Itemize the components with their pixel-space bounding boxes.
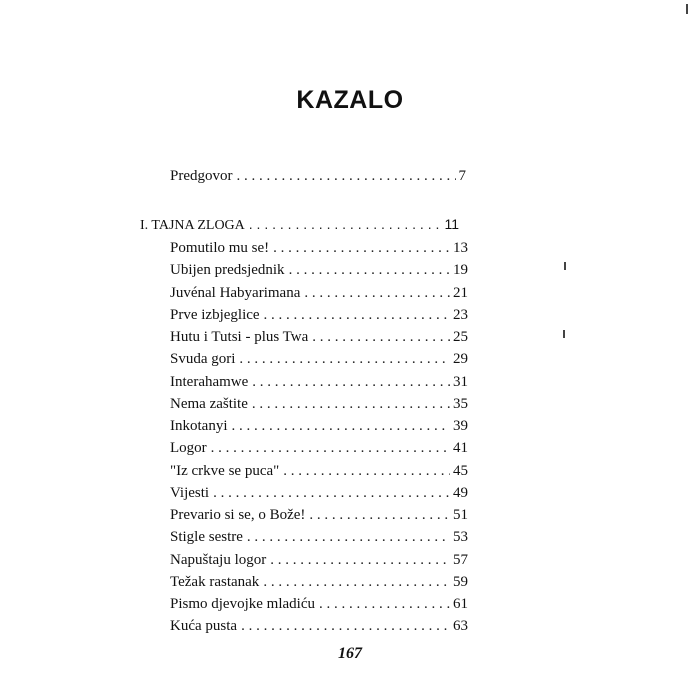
toc-entry-label: Inkotanyi xyxy=(170,418,228,434)
toc-entry-page: 13 xyxy=(453,240,468,256)
toc-entry-page: 41 xyxy=(453,440,468,457)
toc-leader-dots xyxy=(239,349,450,369)
toc-entry-row xyxy=(170,438,468,458)
toc-entry-label: Hutu i Tutsi - plus Twa xyxy=(170,329,309,345)
toc-entry-page: 23 xyxy=(453,306,468,323)
toc-entry-label: Juvénal Habyarimana xyxy=(170,284,301,301)
toc-entry-label: Težak rastanak xyxy=(170,573,260,590)
toc-entry-label: Ubijen predsjednik xyxy=(170,262,285,279)
toc-entry-row xyxy=(170,283,468,303)
toc-entry-page: 61 xyxy=(453,596,468,612)
toc-entry-label: Prevario si se, o Bože! xyxy=(170,507,306,523)
toc-entry-row xyxy=(170,416,468,436)
toc-entry-page: 29 xyxy=(453,351,468,368)
toc-section-row xyxy=(140,214,459,234)
toc-leader-dots xyxy=(289,260,450,280)
scan-mark xyxy=(686,4,688,14)
toc-entry-row xyxy=(170,260,468,280)
toc-entry-page: 51 xyxy=(453,507,468,523)
toc-entry-page: 21 xyxy=(453,284,468,301)
toc-entry-row xyxy=(170,349,468,369)
toc-entry-page: 53 xyxy=(453,529,468,546)
toc-entry-row xyxy=(170,594,468,614)
toc-entry-label: Logor xyxy=(170,440,207,457)
toc-entry-row xyxy=(170,483,468,503)
scan-mark xyxy=(564,262,566,270)
toc-entry-label: Napuštaju logor xyxy=(170,551,267,568)
toc-entry-page: 63 xyxy=(453,618,468,635)
toc-leader-dots xyxy=(309,505,450,525)
scan-mark xyxy=(563,330,565,338)
toc-preface-row xyxy=(170,166,466,186)
toc-entry-row xyxy=(170,461,468,481)
toc-entry-row xyxy=(170,305,468,325)
toc-entry-label: Vijesti xyxy=(170,484,210,501)
page-title: KAZALO xyxy=(296,86,404,114)
toc-leader-dots xyxy=(252,394,450,414)
toc-entry-row xyxy=(170,527,468,547)
toc-leader-dots xyxy=(249,214,442,234)
toc-leader-dots xyxy=(247,527,450,547)
toc-entry-label: Svuda gori xyxy=(170,351,236,368)
toc-entry-row xyxy=(170,616,468,636)
toc-leader-dots xyxy=(263,572,450,592)
toc-leader-dots xyxy=(319,594,450,614)
toc-entry-label: Pismo djevojke mladiću xyxy=(170,596,315,612)
toc-leader-dots xyxy=(241,616,450,636)
toc-entry-label: Nema zaštite xyxy=(170,395,248,412)
toc-leader-dots xyxy=(312,327,450,347)
toc-entry-row xyxy=(170,327,468,347)
toc-entry-page: 57 xyxy=(453,551,468,568)
toc-leader-dots xyxy=(237,166,456,186)
page-number: 167 xyxy=(338,645,362,662)
toc-entry-row xyxy=(170,372,468,392)
toc-entry-page: 19 xyxy=(453,262,468,279)
toc-entry-page: 45 xyxy=(453,462,468,479)
toc-entry-row xyxy=(170,572,468,592)
toc-preface-label: Predgovor xyxy=(170,168,233,184)
toc-preface-page: 7 xyxy=(458,168,466,184)
toc-entry-label: Prve izbjeglice xyxy=(170,306,260,323)
toc-leader-dots xyxy=(273,238,450,258)
toc-entry-row xyxy=(170,550,468,570)
toc-entry-row xyxy=(170,505,468,525)
toc-entry-label: Pomutilo mu se! xyxy=(170,240,270,256)
toc-entry-label: Stigle sestre xyxy=(170,529,243,546)
toc-leader-dots xyxy=(264,305,450,325)
toc-section-label: I. TAJNA ZLOGA xyxy=(140,218,245,233)
toc-leader-dots xyxy=(283,461,450,481)
toc-leader-dots xyxy=(232,416,451,436)
toc-entry-label: "Iz crkve se puca" xyxy=(170,462,280,479)
toc-leader-dots xyxy=(270,550,450,570)
toc-leader-dots xyxy=(252,372,450,392)
toc-entry-label: Kuća pusta xyxy=(170,618,238,635)
toc-entry-page: 49 xyxy=(453,484,468,501)
toc-leader-dots xyxy=(304,283,450,303)
toc-entry-page: 59 xyxy=(453,573,468,590)
toc-leader-dots xyxy=(211,438,450,458)
toc-entry-page: 39 xyxy=(453,418,468,434)
toc-entry-page: 31 xyxy=(453,373,468,390)
toc-entry-page: 35 xyxy=(453,395,468,412)
toc-entry-label: Interahamwe xyxy=(170,373,249,390)
toc-entry-row xyxy=(170,238,468,258)
toc-section-page: 11 xyxy=(444,216,459,232)
toc-leader-dots xyxy=(213,483,450,503)
toc-entry-row xyxy=(170,394,468,414)
toc-entry-page: 25 xyxy=(453,329,468,345)
